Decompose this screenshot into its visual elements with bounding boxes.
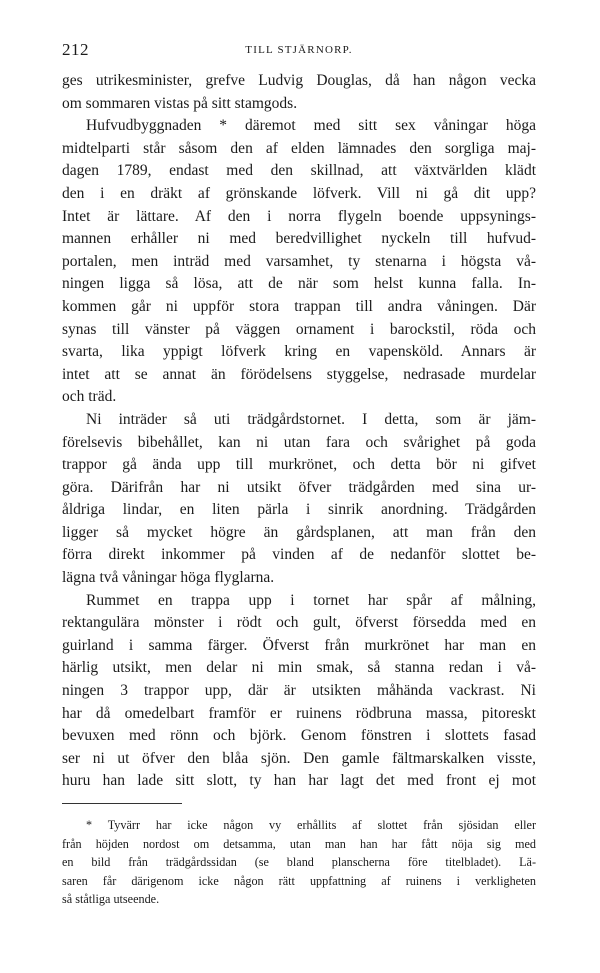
text-line: åldriga lindar, en liten pärla i sinrik anordning. Trädgården [62,501,536,519]
text-line: bevuxen med rönn och björk. Genom fönstren i slottets fasad [62,727,536,745]
text-line: svarta, lika yppigt löfverk kring en vapensköld. Annars är [62,343,536,361]
text-line: Intet är lättare. Af den i norra flygeln boende uppsynings- [62,207,536,225]
text-line: och träd. [62,388,117,406]
text-line: midtelparti står såsom den af elden lämnades den sorgliga maj- [62,139,536,157]
page-header [62,40,536,70]
text-line: Rummet en trappa upp i tornet har spår af målning, [86,591,536,609]
body-text [62,70,536,793]
text-line: Hufvudbyggnaden * däremot med sitt sex våningar höga [86,117,536,135]
text-line: ningen 3 trappor upp, där är utsikten måhända vackrast. Ni [62,682,536,700]
text-line: ligger så mycket högre än gårdsplanen, att man från den [62,523,536,541]
text-line: guirland i samma färger. Öfverst från murkrönet har man en [62,636,536,654]
footnote-line: * Tyvärr har icke någon vy erhållits af slottet från sjösidan eller [86,818,536,832]
text-line: huru han lade sitt slott, ty han har lagt det med front ej mot [62,772,536,790]
text-line: härlig utsikt, men delar ni min smak, så stanna redan i vå- [62,659,536,677]
text-line: portalen, men inträd med varsamhet, ty stenarna i högsta vå- [62,252,536,270]
text-line: intet att se annat än förödelsens styggelse, nedrasade murdelar [62,365,536,383]
footnote-line: från höjden nordost om detsamma, utan man han har fått nöja sig med [62,836,536,851]
text-line: förelsevis bibehållet, kan ni utan fara och svårighet på goda [62,433,536,451]
text-line: dagen 1789, endast med den skillnad, att växtvärlden klädt [62,162,536,180]
running-title: TILL STJÄRNORP. [245,44,353,56]
text-line: trappor gå ända upp till murkrönet, och detta bör ni gifvet [62,456,536,474]
footnote-divider [62,803,182,804]
text-line: den i en dräkt af grönskande löfverk. Vill ni gå dit upp? [62,184,536,202]
text-line: ser ni ut öfver den blåa sjön. Den gamle fältmarskalken visste, [62,749,536,767]
text-line: lägna två våningar höga flyglarna. [62,569,275,587]
text-line: Ni inträder så uti trädgårdstornet. I detta, som är jäm- [86,410,536,428]
text-line: kommen går ni uppför stora trappan till andra våningen. Där [62,297,536,315]
text-line: synas till vänster på väggen ornament i barockstil, röda och [62,320,536,338]
text-line: förra direkt inkommer på vinden af de nedanför slottet be- [62,546,536,564]
footnote-line: så ståtliga utseende. [62,892,160,907]
text-line: om sommaren vistas på sitt stamgods. [62,94,298,112]
footnote-line: saren får därigenom icke någon rätt uppfattning af ruinens i verkligheten [62,873,536,888]
page-number: 212 [62,40,89,59]
text-line: rektangulära mönster i rödt och gult, öfverst försedda med en [62,614,536,632]
text-line: göra. Därifrån har ni utsikt öfver trädgården med sina ur- [62,478,536,496]
book-page [62,40,536,909]
footnote-line: en bild från trädgårdssidan (se bland planscherna före titelbladet). Lä- [62,855,536,870]
text-line: har då omedelbart framför er ruinens rödbruna massa, pitoreskt [62,704,536,722]
text-line: ningen ligga så lösa, att de när som helst kunna falla. In- [62,275,536,293]
text-line: ges utrikesminister, grefve Ludvig Douglas, då han någon vecka [62,72,536,89]
text-line: mannen erhåller ni med beredvillighet nyckeln till hufvud- [62,230,536,248]
footnote [62,816,536,909]
